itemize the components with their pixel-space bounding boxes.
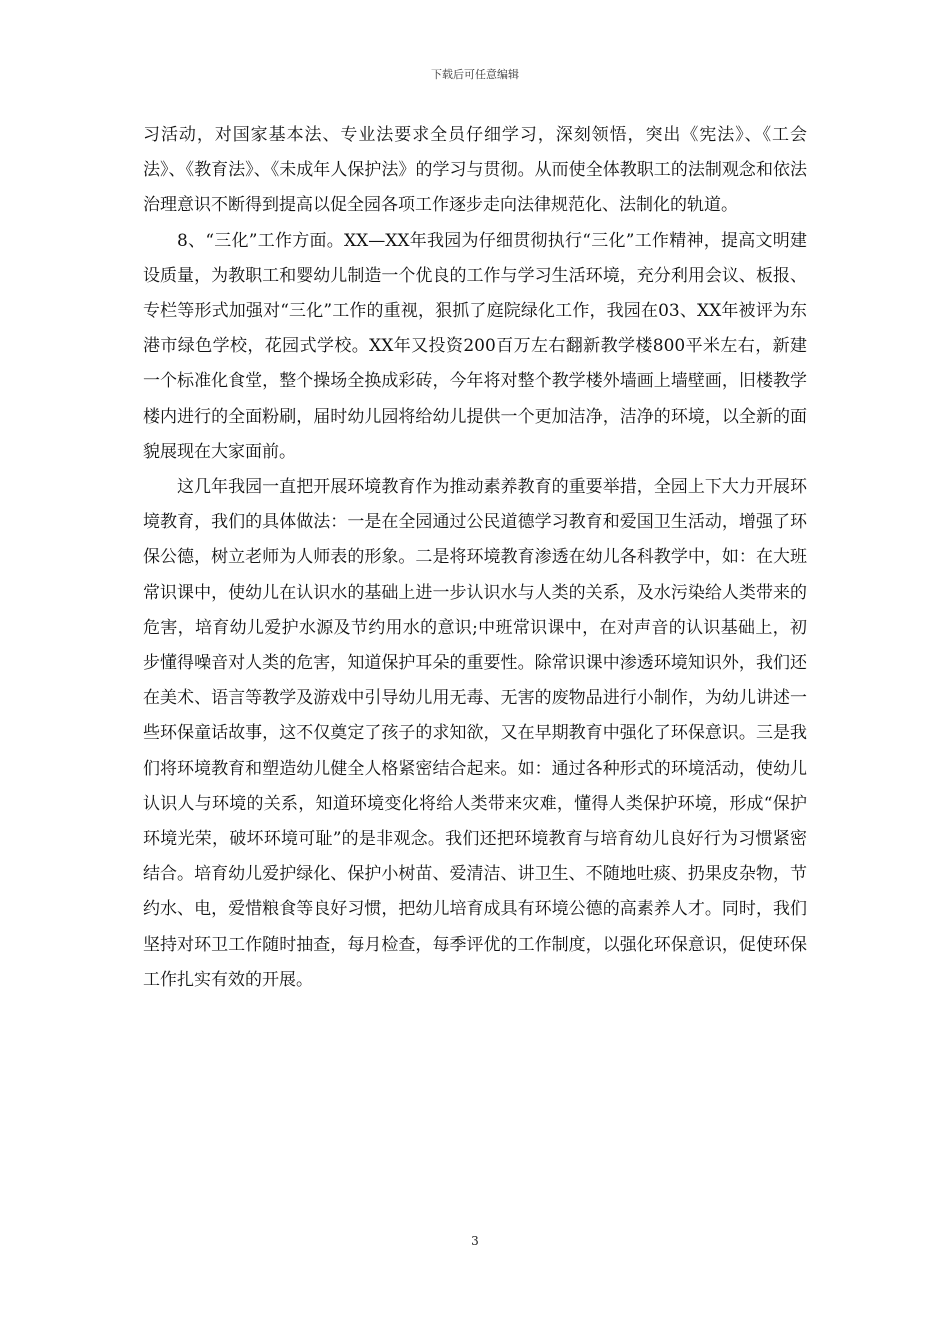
paragraph-san-hua: 8、“三化”工作方面。XX—XX年我园为仔细贯彻执行“三化”工作精神，提高文明建设质量，为教职工和婴幼儿制造一个优良的工作与学习生活环境，充分利用会议、板报、专栏等形式加强对“三化”工作的重视，狠抓了庭院绿化工作，我园在03、XX年被评为东港市绿色学校，花园式学校。XX年又投资200百万左右翻新教学楼800平米左右，新建一个标准化食堂，整个操场全换成彩砖，今年将对整个教学楼外墙画上墙壁画，旧楼教学楼内进行的全面粉刷，届时幼儿园将给幼儿提供一个更加洁净，洁净的环境，以全新的面貌展现在大家面前。 [143,230,807,462]
document-body [143,118,807,998]
paragraph-continuation: 习活动，对国家基本法、专业法要求全员仔细学习，深刻领悟，突出《宪法》、《工会法》、《教育法》、《未成年人保护法》的学习与贯彻。从而使全体教职工的法制观念和依法治理意识不断得到提高以促全园各项工作逐步走向法律规范化、法制化的轨道。 [143,125,807,216]
page-header: 下载后可任意编辑 [431,68,519,81]
page-number: 3 [471,1234,479,1248]
paragraph-environment-education: 这几年我园一直把开展环境教育作为推动素养教育的重要举措，全园上下大力开展环境教育，我们的具体做法：一是在全园通过公民道德学习教育和爱国卫生活动，增强了环保公德，树立老师为人师表的形象。二是将环境教育渗透在幼儿各科教学中，如：在大班常识课中，使幼儿在认识水的基础上进一步认识水与人类的关系，及水污染给人类带来的危害，培育幼儿爱护水源及节约用水的意识;中班常识课中，在对声音的认识基础上，初步懂得噪音对人类的危害，知道保护耳朵的重要性。除常识课中渗透环境知识外，我们还在美术、语言等教学及游戏中引导幼儿用无毒、无害的废物品进行小制作，为幼儿讲述一些环保童话故事，这不仅奠定了孩子的求知欲，又在早期教育中强化了环保意识。三是我们将环境教育和塑造幼儿健全人格紧密结合起来。如：通过各种形式的环境活动，使幼儿认识人与环境的关系，知道环境变化将给人类带来灾难，懂得人类保护环境，形成“保护环境光荣，破坏环境可耻”的是非观念。我们还把环境教育与培育幼儿良好行为习惯紧密结合。培育幼儿爱护绿化、保护小树苗、爱清洁、讲卫生、不随地吐痰、扔果皮杂物，节约水、电，爱惜粮食等良好习惯，把幼儿培育成具有环境公德的高素养人才。同时，我们坚持对环卫工作随时抽查，每月检查，每季评优的工作制度，以强化环保意识，促使环保工作扎实有效的开展。 [143,477,807,990]
